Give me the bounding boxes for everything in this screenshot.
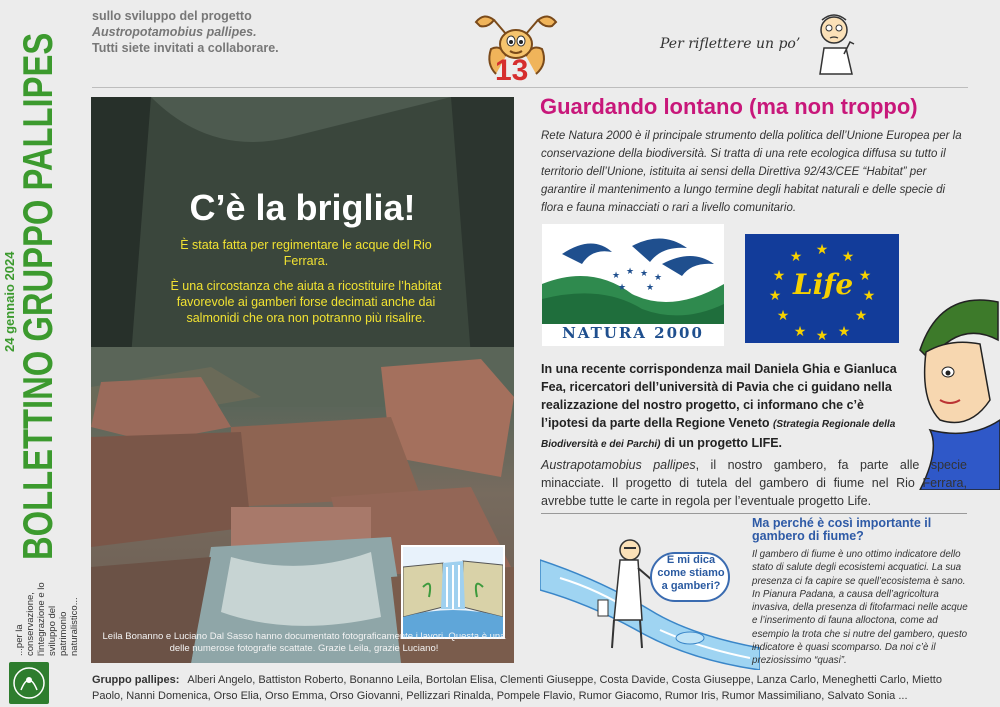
life-label: Life bbox=[793, 268, 854, 301]
masthead-title: BOLLETTINO GRUPPO PALLIPES bbox=[14, 32, 61, 561]
svg-text:★: ★ bbox=[815, 327, 829, 343]
photo-credit: Leila Bonanno e Luciano Dal Sasso hanno documentato fotograficamente i lavori. Questa è una delle numerose fotografie scattate. Grazie Leila, grazie Luciano! bbox=[102, 631, 506, 654]
natura2000-logo bbox=[542, 224, 724, 346]
svg-text:★: ★ bbox=[837, 323, 851, 339]
intro-line-2: Austropotamobius pallipes. bbox=[92, 25, 257, 39]
svg-text:★: ★ bbox=[793, 323, 807, 339]
article-title: Guardando lontano (ma non troppo) bbox=[540, 94, 918, 119]
footer-members bbox=[92, 672, 972, 704]
svg-text:★: ★ bbox=[841, 248, 855, 264]
svg-text:★: ★ bbox=[768, 287, 782, 303]
speech-bubble-text: E mi dica come stiamo a gamberi? bbox=[657, 554, 725, 592]
svg-text:★: ★ bbox=[815, 241, 829, 257]
species-name: Austrapotamobius pallipes bbox=[541, 458, 696, 472]
masthead-strip bbox=[0, 0, 88, 707]
footer-label: Gruppo pallipes: bbox=[92, 674, 180, 686]
header-divider bbox=[92, 87, 968, 88]
news-end: di un progetto LIFE. bbox=[663, 436, 783, 450]
svg-text:★: ★ bbox=[858, 267, 872, 283]
article-intro: Rete Natura 2000 è il principale strumento della politica dell’Unione Europea per la conservazione della biodiversità. Si tratta di una rete ecologica diffusa su tutto il territorio dell’Unione, istituita ai sensi della Direttiva 92/43/CEE “Habitat” per garantire il mantenimento a lungo termine degli habitat naturali e delle specie di flora e fauna minacciati o rari a livello comunitario. bbox=[541, 130, 962, 214]
issue-date: 24 gennaio 2024 bbox=[2, 251, 17, 352]
waterfall-inset-icon bbox=[401, 545, 505, 639]
sidebar-question: Ma perché è così importante il gambero di fiume? bbox=[752, 516, 932, 543]
photo-caption-2: È una circostanza che aiuta a ricostituire l’habitat favorevole ai gamberi forse decimati anche dai salmonidi che ora non potranno più risalire. bbox=[170, 279, 442, 325]
sidebar-answer: Il gambero di fiume è uno ottimo indicatore dello stato di salute degli ecosistemi acquatici. La sua presenza ci fa capire se quell’ecosistema è sano. In Pianura Padana, a causa dell’agricoltura invasiva, della presenza di fitofarmaci nelle acque e l’inserimento di fauna alloctona, come ad esempio la trota che si nutre del gambero, questo indicatore è quasi scomparso. Da noi c’è il preziosissimo “quasi”. bbox=[752, 549, 968, 667]
svg-text:★: ★ bbox=[646, 282, 655, 292]
footer-names: Alberi Angelo, Battiston Roberto, Bonanno Leila, Bortolan Elisa, Clementi Giuseppe, Costa Davide, Costa Giuseppe, Lanza Carlo, Meneghetti Carlo, Mietto Paolo, Nanni Domenica, Orso Elia, Orso Emma, Orso Giovanni, Pellizzari Rinalda, Pompele Flavio, Rumor Giacomo, Rumor Iris, Rumor Massimiliano, Salvato Sonia ... bbox=[92, 674, 942, 702]
svg-text:★: ★ bbox=[612, 270, 621, 280]
svg-text:★: ★ bbox=[862, 287, 876, 303]
reflect-caption: Per riflettere un po’ bbox=[660, 36, 801, 52]
article-divider bbox=[541, 513, 967, 514]
header-intro bbox=[92, 8, 352, 56]
page-number: 13 bbox=[495, 54, 529, 87]
svg-text:★: ★ bbox=[626, 266, 635, 276]
dam-photo bbox=[91, 97, 514, 663]
natura2000-label: NATURA 2000 bbox=[562, 324, 704, 342]
svg-text:★: ★ bbox=[772, 267, 786, 283]
svg-text:★: ★ bbox=[776, 307, 790, 323]
svg-text:★: ★ bbox=[618, 282, 627, 292]
life-logo bbox=[745, 234, 899, 343]
article-species bbox=[541, 456, 967, 510]
masthead-motto: ...per la conservazione, l'integrazione e lo sviluppo del patrimonio naturalistico... bbox=[14, 582, 80, 656]
svg-text:★: ★ bbox=[854, 307, 868, 323]
association-logo bbox=[9, 662, 49, 704]
news-main: In una recente corrispondenza mail Daniela Ghia e Gianluca Fea, ricercatori dell’università di Pavia che ci guidano nella realizzazione del nostro progetto, ci informano che c’è l’ipotesi da parte della Regione Veneto bbox=[541, 362, 897, 430]
article-news bbox=[541, 360, 901, 454]
svg-text:★: ★ bbox=[654, 272, 663, 282]
intro-line-1: sullo sviluppo del progetto bbox=[92, 9, 252, 23]
svg-text:★: ★ bbox=[789, 248, 803, 264]
news-note: (Strategia Regionale della Biodiversità e dei Parchi) bbox=[541, 419, 896, 450]
photo-title: C’è la briglia! bbox=[189, 187, 416, 228]
photo-caption-1: È stata fatta per regimentare le acque del Rio Ferrara. bbox=[180, 238, 432, 268]
scientist-at-river-icon bbox=[540, 520, 760, 670]
thinking-man-icon bbox=[810, 8, 864, 76]
svg-text:★: ★ bbox=[640, 268, 649, 278]
species-text: , il nostro gambero, fa parte alle specie minacciate. Il progetto di tutela del gambero di fiume nel Rio Ferrara, avrebbe tutte le carte in regola per l’eventuale progetto Life. bbox=[541, 458, 967, 508]
intro-line-3: Tutti siete invitati a collaborare. bbox=[92, 41, 279, 55]
